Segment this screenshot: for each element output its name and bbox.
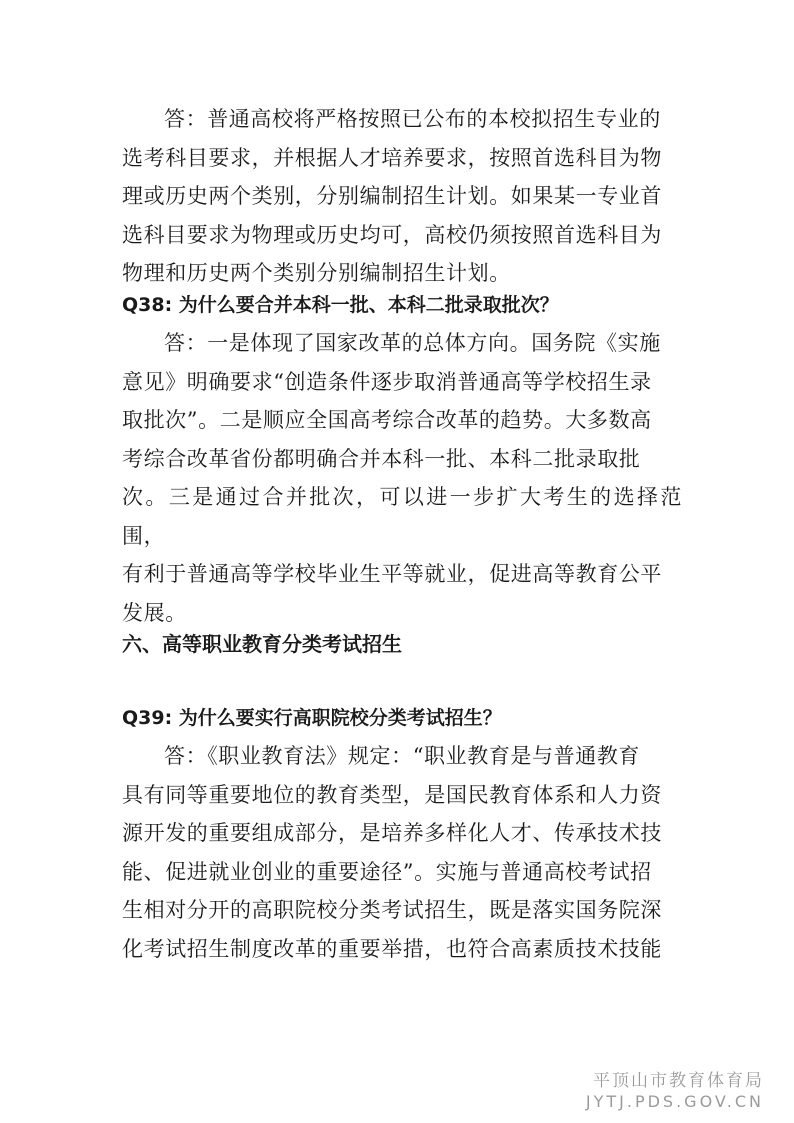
text-line: 答：一是体现了国家改革的总体方向。国务院《实施 [164, 331, 661, 355]
watermark-url: JYTJ.PDS.GOV.CN [585, 1092, 764, 1111]
answer-paragraph-q39 [122, 737, 682, 968]
text-line: 意见》明确要求“创造条件逐步取消普通高等学校招生录 [122, 369, 652, 394]
text-line: 考综合改革省份都明确合并本科一批、本科二批录取批 [122, 446, 641, 471]
text-line: 选考科目要求，并根据人才培养要求，按照首选科目为物 [122, 145, 662, 170]
watermark-name: 平顶山市教育体育局 [593, 1071, 764, 1091]
section-heading-6: 六、高等职业教育分类考试招生 [122, 632, 402, 656]
text-line: 有利于普通高等学校毕业生平等就业，促进高等教育公平 [122, 562, 662, 586]
text-line: 具有同等重要地位的教育类型，是国民教育体系和人力资 [122, 782, 662, 807]
text-line: 发展。 [122, 600, 187, 625]
text-line: 取批次”。二是顺应全国高考综合改革的趋势。大多数高 [122, 408, 652, 432]
text-line: 生相对分开的高职院校分类考试招生，既是落实国务院深 [122, 898, 662, 922]
question-heading-q39: Q39: 为什么要实行高职院校分类考试招生？ [122, 707, 502, 729]
text-line: 选科目要求为物理或历史均可，高校仍须按照首选科目为 [122, 222, 662, 247]
text-line: 物理和历史两个类别分别编制招生计划。 [122, 261, 511, 285]
text-line: 化考试招生制度改革的重要举措，也符合高素质技术技能 [122, 936, 662, 961]
text-line: 源开发的重要组成部分，是培养多样化人才、传承技术技 [122, 821, 662, 845]
text-line: 答：《职业教育法》规定：“职业教育是与普通教育 [164, 744, 641, 768]
question-heading-q38: Q38: 为什么要合并本科一批、本科二批录取批次？ [122, 294, 559, 316]
text-line: 理或历史两个类别，分别编制招生计划。如果某一专业首 [122, 184, 662, 208]
answer-paragraph-q37 [122, 100, 682, 293]
text-line: 答：普通高校将严格按照已公布的本校拟招生专业的 [164, 107, 661, 131]
text-line: 次。三是通过合并批次，可以进一步扩大考生的选择范围， [122, 485, 682, 548]
text-line: 能、促进就业创业的重要途径”。实施与普通高校考试招 [122, 859, 652, 884]
answer-paragraph-q38 [122, 324, 682, 632]
